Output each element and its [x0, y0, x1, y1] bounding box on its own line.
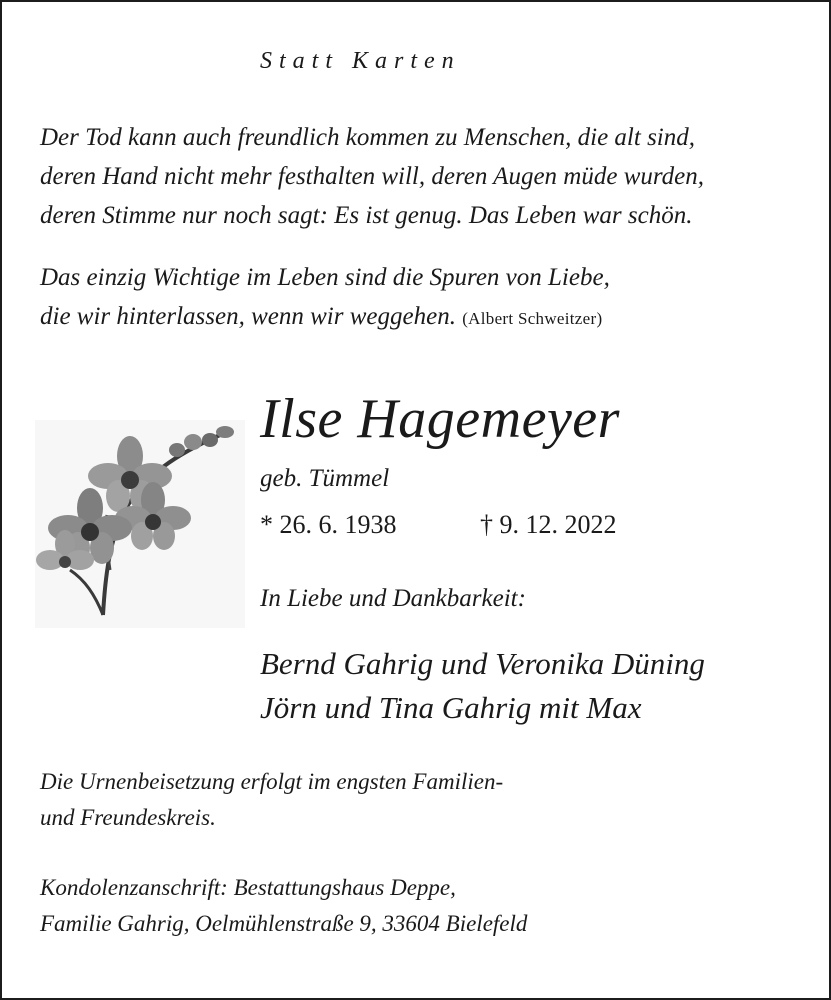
condolence-line: Familie Gahrig, Oelmühlenstraße 9, 33604 Bielefeld [40, 911, 528, 936]
quote-line [40, 297, 610, 338]
birth-name: geb. Tümmel [260, 465, 390, 492]
burial-info-line: Die Urnenbeisetzung erfolgt im engsten Familien- [40, 769, 504, 794]
mourner-line: Jörn und Tina Gahrig mit Max [260, 690, 642, 725]
burial-info-line: und Freundeskreis. [40, 805, 216, 830]
thanks-line: In Liebe und Dankbarkeit: [260, 585, 526, 612]
burial-info [40, 764, 503, 836]
quote-stanza-1 [40, 118, 704, 235]
quote-line: Das einzig Wichtige im Leben sind die Spuren von Liebe, [40, 264, 610, 291]
condolence-address [40, 870, 527, 942]
condolence-line: Kondolenzanschrift: Bestattungshaus Deppe, [40, 875, 456, 900]
quote-author: (Albert Schweitzer) [462, 309, 603, 328]
orchid-branch-icon [35, 420, 245, 628]
quote-line: Der Tod kann auch freundlich kommen zu Menschen, die alt sind, [40, 124, 695, 151]
quote-line: deren Stimme nur noch sagt: Es ist genug. Das Leben war schön. [40, 202, 693, 229]
quote-line: deren Hand nicht mehr festhalten will, deren Augen müde wurden, [40, 163, 705, 190]
deceased-name: Ilse Hagemeyer [260, 388, 620, 450]
death-date: † 9. 12. 2022 [480, 510, 617, 539]
birth-date: * 26. 6. 1938 [260, 510, 397, 539]
mourners-list [260, 642, 705, 730]
mourner-line: Bernd Gahrig und Veronika Düning [260, 646, 705, 681]
quote-line-text: die wir hinterlassen, wenn wir weggehen. [40, 303, 456, 330]
notice-header: Statt Karten [260, 48, 461, 74]
quote-stanza-2 [40, 258, 610, 338]
